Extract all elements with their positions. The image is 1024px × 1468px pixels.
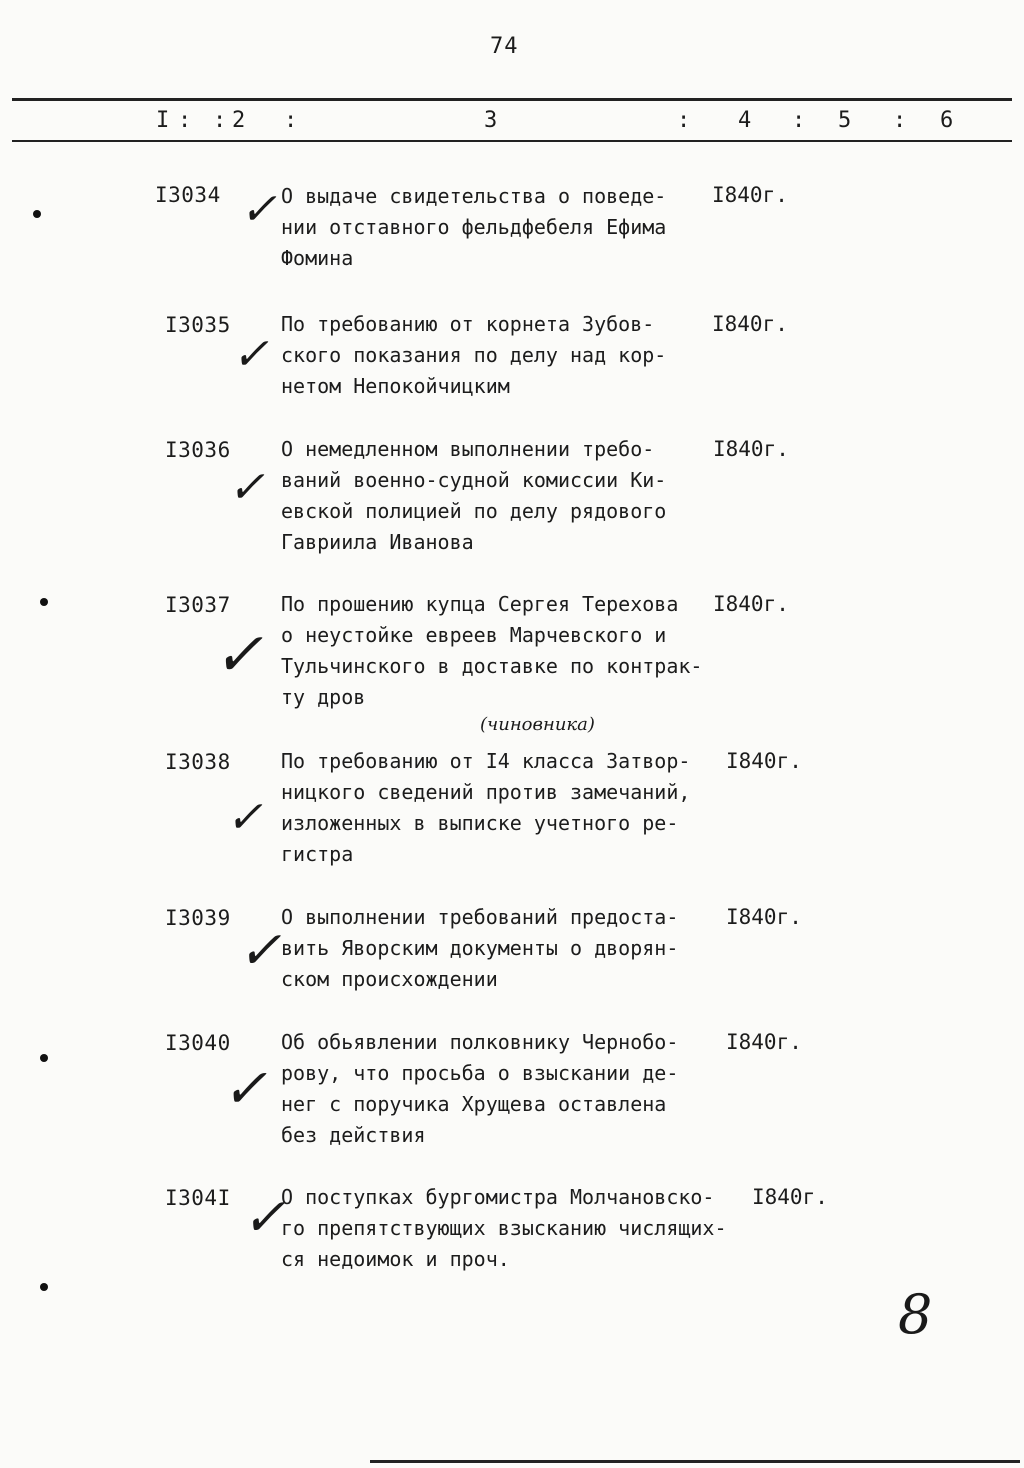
entry-year: I840г.: [726, 749, 802, 773]
entry-text-line: Тульчинского в доставке по контрак-: [281, 654, 703, 678]
entry-number: I3038: [165, 750, 231, 774]
entry-text-line: О немедленном выполнении требо-: [281, 437, 655, 461]
header-separator: :: [893, 108, 907, 133]
entry-text-line: По требованию от I4 класса Затвор-: [281, 749, 691, 773]
entry-number: I304I: [165, 1186, 231, 1210]
entry-text-line: ту дров: [281, 685, 366, 709]
header-separator: :: [792, 108, 806, 133]
entry-description: [281, 1182, 727, 1275]
entry-year: I840г.: [712, 312, 788, 336]
entry-description: [281, 434, 721, 558]
entry-text-line: О выполнении требований предоста-: [281, 905, 679, 929]
entry-year: I840г.: [713, 592, 789, 616]
check-mark-icon: ✓: [226, 792, 263, 843]
entry-text-line: По прошению купца Сергея Терехова: [281, 592, 679, 616]
entry-text-line: О выдаче свидетельства о поведе-: [281, 184, 667, 208]
entry-text-line: ваний военно-судной комиссии Ки-: [281, 468, 667, 492]
entry-year: I840г.: [726, 905, 802, 929]
entry-number: I3035: [165, 313, 231, 337]
punch-hole-icon: [33, 210, 41, 218]
entry-text-line: о неустойке евреев Марчевского и: [281, 623, 667, 647]
folio-number: 8: [898, 1283, 933, 1346]
entry-text-line: без действия: [281, 1123, 426, 1147]
header-col-1: I: [156, 108, 170, 133]
entry-text-line: ся недоимок и проч.: [281, 1247, 510, 1271]
entry-year: I840г.: [726, 1030, 802, 1054]
entry-number: I3036: [165, 438, 231, 462]
punch-hole-icon: [40, 598, 48, 606]
entry-year: I840г.: [752, 1185, 828, 1209]
entry-description: [281, 1027, 721, 1151]
header-col-2: 2: [232, 108, 246, 133]
entry-description: [281, 589, 721, 713]
check-mark-icon: ✓: [213, 620, 264, 690]
entry-text-line: нии отставного фельдфебеля Ефима: [281, 215, 667, 239]
header-separator: :: [178, 108, 192, 133]
entry-year: I840г.: [713, 437, 789, 461]
entry-text-line: О поступках бургомистра Молчановско-: [281, 1185, 715, 1209]
entry-text-line: ском происхождении: [281, 967, 498, 991]
header-bottom-rule: [12, 140, 1012, 142]
header-col-4: 4: [738, 108, 752, 133]
check-mark-icon: ✓: [232, 329, 269, 380]
check-mark-icon: ✓: [242, 1188, 286, 1248]
entry-text-line: изложенных в выписке учетного ре-: [281, 811, 679, 835]
entry-description: [281, 181, 721, 274]
entry-text-line: Гавриила Иванова: [281, 530, 474, 554]
entry-number: I3039: [165, 906, 231, 930]
entry-text-line: нетом Непокойчицким: [281, 374, 510, 398]
punch-hole-icon: [40, 1054, 48, 1062]
entry-description: [281, 746, 721, 870]
entry-text-line: ского показания по делу над кор-: [281, 343, 667, 367]
entry-text-line: Фомина: [281, 246, 354, 270]
header-col-3: 3: [484, 108, 498, 133]
header-col-6: 6: [940, 108, 954, 133]
entry-text-line: ницкого сведений против замечаний,: [281, 780, 691, 804]
bottom-edge-rule: [370, 1460, 1020, 1463]
entry-text-line: рову, что просьба о взыскании де-: [281, 1061, 679, 1085]
header-separator: :: [213, 108, 227, 133]
entry-text-line: го препятствующих взысканию числящих-: [281, 1216, 727, 1240]
punch-hole-icon: [40, 1283, 48, 1291]
check-mark-icon: ✓: [238, 921, 282, 981]
entry-text-line: По требованию от корнета Зубов-: [281, 312, 655, 336]
entry-description: [281, 902, 721, 995]
header-col-5: 5: [838, 108, 852, 133]
handwritten-annotation: (чиновника): [480, 714, 595, 735]
check-mark-icon: ✓: [240, 184, 277, 235]
entry-text-line: вить Яворским документы о дворян-: [281, 936, 679, 960]
entry-description: [281, 309, 721, 402]
entry-year: I840г.: [712, 183, 788, 207]
header-separator: :: [284, 108, 298, 133]
entry-number: I3037: [165, 593, 231, 617]
entry-text-line: нег с поручика Хрущева оставлена: [281, 1092, 667, 1116]
page-number: 74: [490, 34, 519, 59]
entry-number: I3034: [155, 183, 221, 207]
entry-text-line: гистра: [281, 842, 354, 866]
check-mark-icon: ✓: [228, 462, 265, 513]
entry-number: I3040: [165, 1031, 231, 1055]
header-top-rule: [12, 98, 1012, 101]
check-mark-icon: ✓: [222, 1057, 268, 1120]
entry-text-line: Об обьявлении полковнику Чернобо-: [281, 1030, 679, 1054]
header-separator: :: [677, 108, 691, 133]
entry-text-line: евской полицией по делу рядового: [281, 499, 667, 523]
